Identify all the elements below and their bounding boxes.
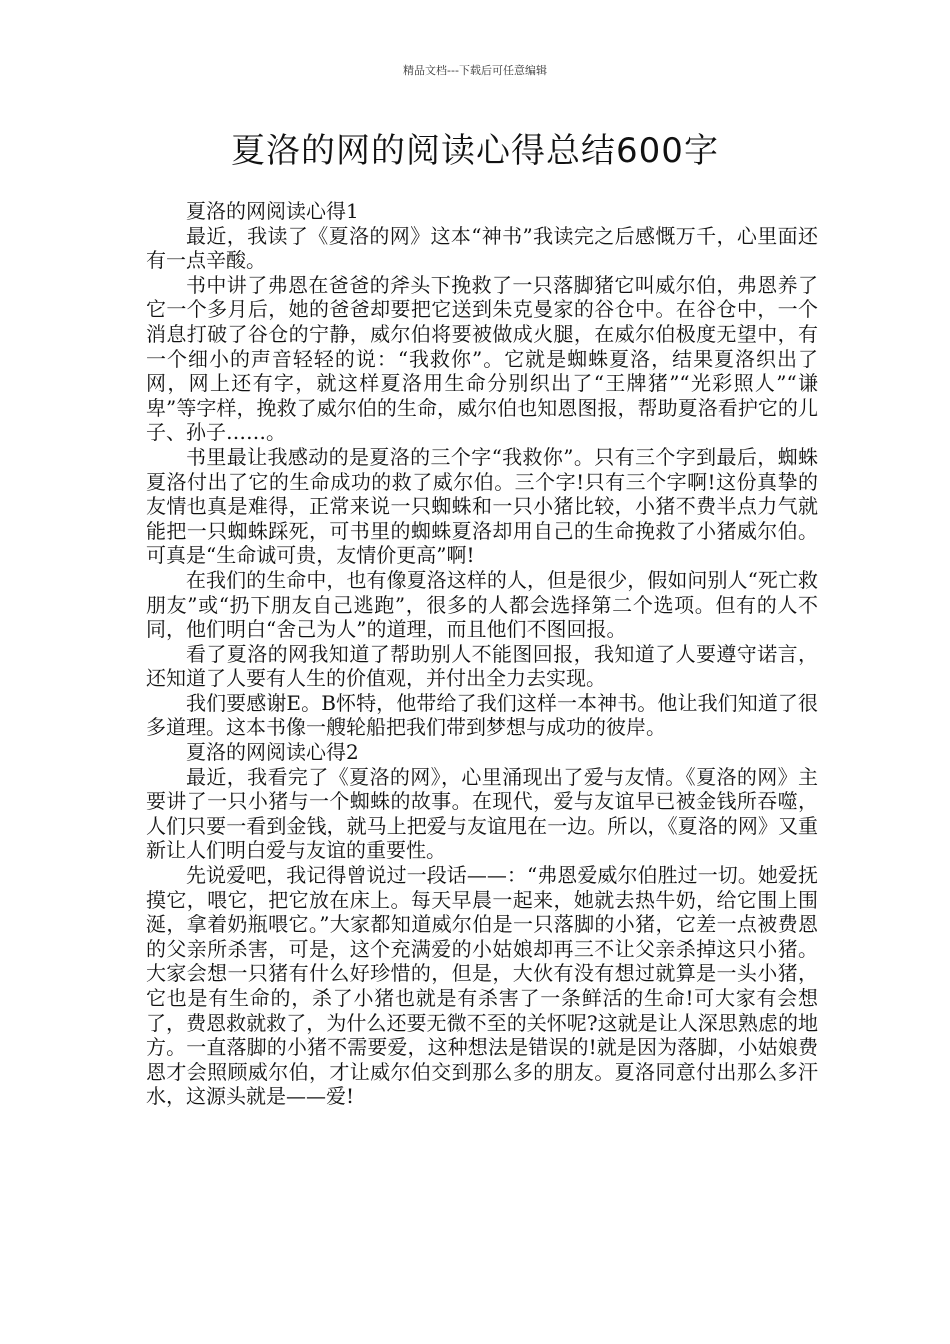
body-paragraph: 看了夏洛的网我知道了帮助别人不能图回报，我知道了人要遵守诺言，还知道了人要有人生的价值观，并付出全力去实现。 bbox=[146, 641, 818, 691]
body-paragraph: 我们要感谢E。B怀特，他带给了我们这样一本神书。他让我们知道了很多道理。这本书像一艘轮船把我们带到梦想与成功的彼岸。 bbox=[146, 690, 818, 740]
body-paragraph: 在我们的生命中，也有像夏洛这样的人，但是很少，假如问别人“死亡救朋友”或“扔下朋友自己逃跑”，很多的人都会选择第二个选项。但有的人不同，他们明白“舍己为人”的道理，而且他们不图回报。 bbox=[146, 567, 818, 642]
section-heading-2: 夏洛的网阅读心得2 bbox=[186, 740, 359, 765]
body-paragraph: 先说爱吧，我记得曾说过一段话——：“弗恩爱威尔伯胜过一切。她爱抚摸它，喂它，把它放在床上。每天早晨一起来，她就去热牛奶，给它围上围涎，拿着奶瓶喂它。”大家都知道威尔伯是一只落脚的小猪，它差一点被费恩的父亲所杀害，可是，这个充满爱的小姑娘却再三不让父亲杀掉这只小猪。大家会想一只猪有什么好珍惜的，但是，大伙有没有想过就算是一头小猪，它也是有生命的，杀了小猪也就是有杀害了一条鲜活的生命!可大家有会想了，费恩救就救了，为什么还要无微不至的关怀呢?这就是让人深思熟虑的地方。一直落脚的小猪不需要爱，这种想法是错误的!就是因为落脚，小姑娘费恩才会照顾威尔伯，才让威尔伯交到那么多的朋友。夏洛同意付出那么多汗水，这源头就是——爱! bbox=[146, 863, 818, 1109]
page-header: 精品文档---下载后可任意编辑 bbox=[403, 64, 547, 77]
body-paragraph: 最近，我看完了《夏洛的网》，心里涌现出了爱与友情。《夏洛的网》主要讲了一只小猪与一个蜘蛛的故事。在现代，爱与友谊早已被金钱所吞噬，人们只要一看到金钱，就马上把爱与友谊甩在一边。所以，《夏洛的网》又重新让人们明白爱与友谊的重要性。 bbox=[146, 764, 818, 863]
body-paragraph: 书中讲了弗恩在爸爸的斧头下挽救了一只落脚猪它叫威尔伯，弗恩养了它一个多月后，她的爸爸却要把它送到朱克曼家的谷仓中。在谷仓中，一个消息打破了谷仓的宁静，威尔伯将要被做成火腿，在威尔伯极度无望中，有一个细小的声音轻轻的说：“我救你”。它就是蜘蛛夏洛，结果夏洛织出了网，网上还有字，就这样夏洛用生命分别织出了“王牌猪”“光彩照人”“谦卑”等字样，挽救了威尔伯的生命，威尔伯也知恩图报，帮助夏洛看护它的儿子、孙子……。 bbox=[146, 272, 818, 445]
document-title: 夏洛的网的阅读心得总结600字 bbox=[231, 131, 719, 171]
section-heading-1: 夏洛的网阅读心得1 bbox=[186, 199, 359, 223]
body-paragraph: 最近，我读了《夏洛的网》这本“神书”我读完之后感慨万千，心里面还有一点辛酸。 bbox=[146, 223, 818, 273]
body-paragraph: 书里最让我感动的是夏洛的三个字“我救你”。只有三个字到最后，蜘蛛夏洛付出了它的生命成功的救了威尔伯。三个字!只有三个字啊!这份真挚的友情也真是难得，正常来说一只蜘蛛和一只小猪比较，小猪不费半点力气就能把一只蜘蛛踩死，可书里的蜘蛛夏洛却用自己的生命挽救了小猪威尔伯。可真是“生命诚可贵，友情价更高”啊! bbox=[146, 444, 818, 568]
document-body bbox=[146, 199, 818, 1109]
